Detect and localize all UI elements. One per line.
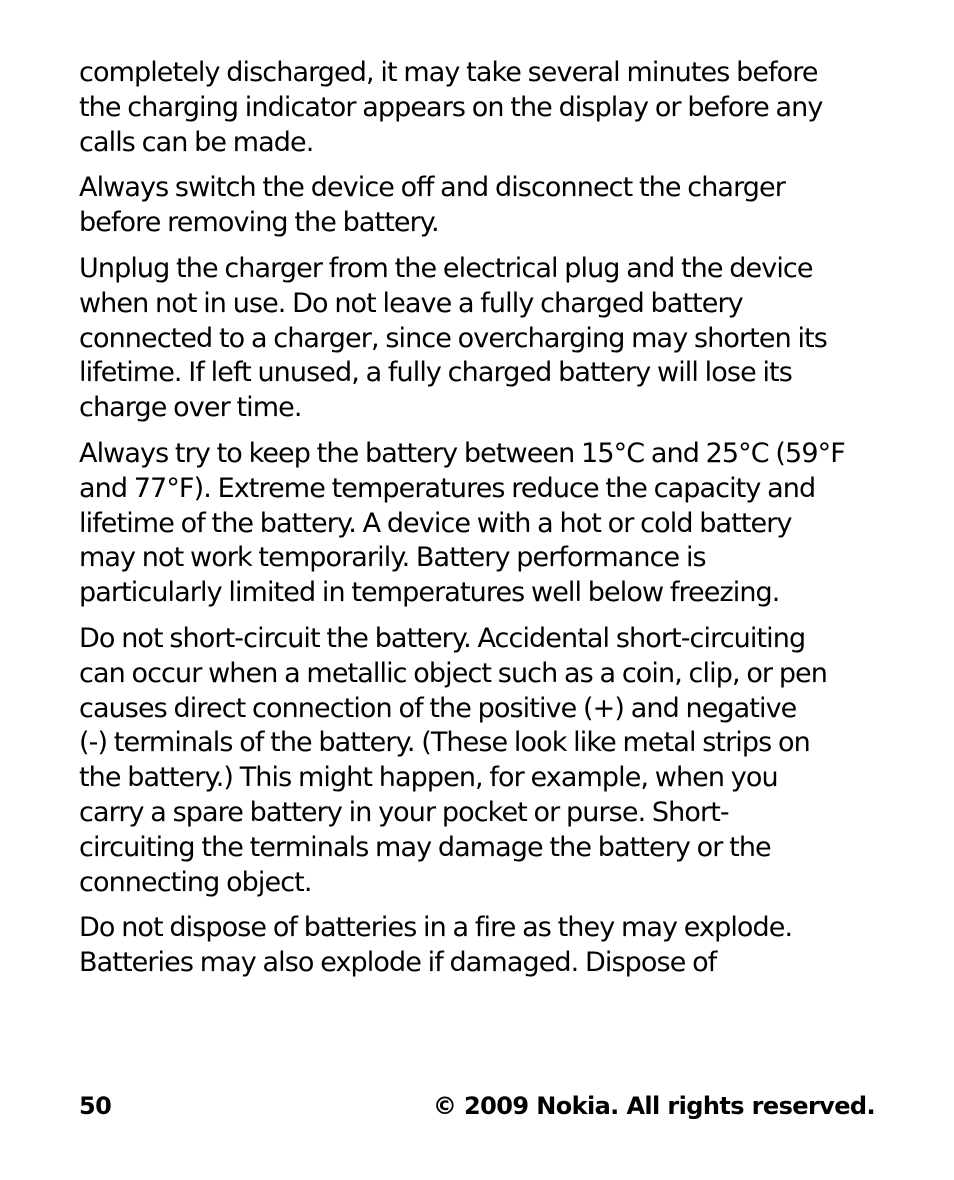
paragraph-discharged [79, 56, 879, 160]
text-line: lifetime of the battery. A device with a hot or cold battery [79, 507, 792, 539]
text-line: particularly limited in temperatures well below freezing. [79, 577, 780, 609]
text-line: carry a spare battery in your pocket or purse. Short- [79, 796, 729, 828]
page-footer [79, 1088, 875, 1124]
text-line: lifetime. If left unused, a fully charged battery will lose its [79, 357, 792, 389]
text-line: circuiting the terminals may damage the battery or the [79, 831, 771, 863]
paragraph-switch-off [79, 171, 879, 241]
text-line: and 77°F). Extreme temperatures reduce the capacity and [79, 472, 816, 504]
text-line: Do not short-circuit the battery. Accidental short-circuiting [79, 622, 806, 654]
text-line: may not work temporarily. Battery performance is [79, 542, 706, 574]
page-number: 50 [79, 1092, 112, 1120]
text-line: Do not dispose of batteries in a fire as they may explode. [79, 912, 793, 944]
text-line: the battery.) This might happen, for example, when you [79, 762, 778, 794]
paragraph-short-circuit [79, 622, 879, 900]
text-line: connecting object. [79, 866, 312, 898]
text-line: connected to a charger, since overcharging may shorten its [79, 322, 827, 354]
text-line: when not in use. Do not leave a fully charged battery [79, 287, 743, 319]
paragraph-dispose [79, 911, 879, 981]
text-line: Batteries may also explode if damaged. Dispose of [79, 947, 717, 979]
copyright-notice: © 2009 Nokia. All rights reserved. [432, 1092, 875, 1120]
text-line: charge over time. [79, 392, 302, 424]
text-line: can occur when a metallic object such as a coin, clip, or pen [79, 657, 827, 689]
text-line: causes direct connection of the positive (+) and negative [79, 692, 797, 724]
page-body [79, 56, 879, 992]
text-line: completely discharged, it may take several minutes before [79, 57, 818, 88]
paragraph-unplug [79, 252, 879, 426]
text-line: before removing the battery. [79, 207, 439, 239]
text-line: Always try to keep the battery between 15°C and 25°C (59°F [79, 437, 845, 469]
paragraph-temperature [79, 437, 879, 611]
text-line: (-) terminals of the battery. (These look like metal strips on [79, 727, 810, 759]
text-line: calls can be made. [79, 126, 314, 158]
text-line: Unplug the charger from the electrical plug and the device [79, 252, 813, 284]
text-line: the charging indicator appears on the display or before any [79, 91, 823, 123]
text-line: Always switch the device off and disconnect the charger [79, 172, 785, 204]
